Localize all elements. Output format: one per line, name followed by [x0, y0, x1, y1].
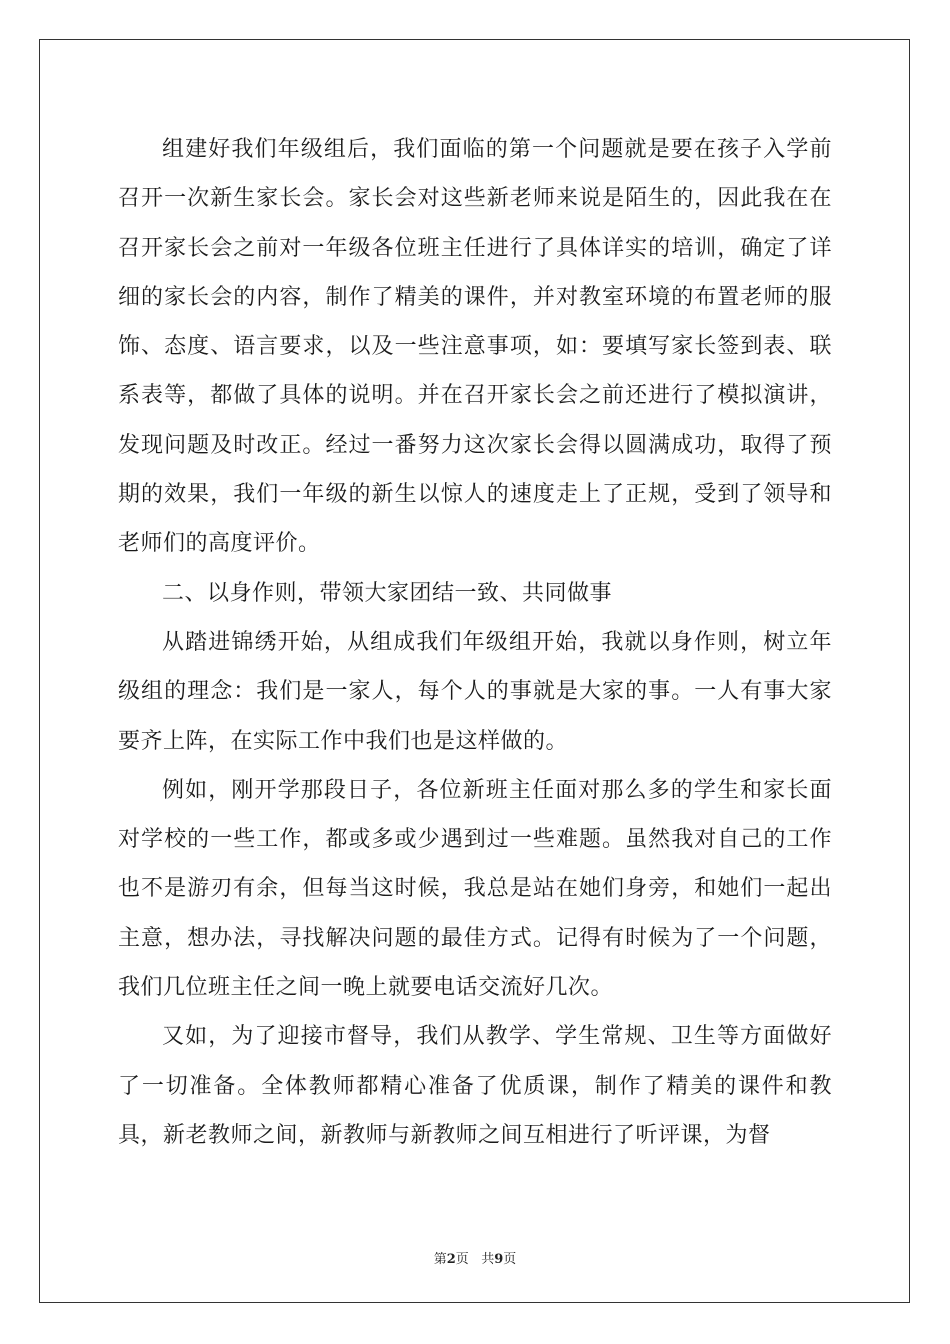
page-prefix: 第 — [433, 1252, 447, 1267]
paragraph-example-new-teachers: 例如，刚开学那段日子，各位新班主任面对那么多的学生和家长面对学校的一些工作，都或多或少遇到过一些难题。虽然我对自己的工作也不是游刃有余，但每当这时候，我总是站在她们身旁，和她们一起出主意，想办法，寻找解决问题的最佳方式。记得有时候为了一个问题，我们几位班主任之间一晚上就要电话交流好几次。 — [118, 777, 832, 1001]
section-heading-lead-by-example: 二、以身作则，带领大家团结一致、共同做事 — [162, 580, 613, 606]
page-footer — [0, 1248, 950, 1267]
document-body — [118, 125, 832, 1160]
total-pages: 9 — [494, 1252, 504, 1267]
paragraph-parent-meeting: 组建好我们年级组后，我们面临的第一个问题就是要在孩子入学前召开一次新生家长会。家长会对这些新老师来说是陌生的，因此我在在召开家长会之前对一年级各位班主任进行了具体详实的培训，确定了详细的家长会的内容，制作了精美的课件，并对教室环境的布置老师的服饰、态度、语言要求，以及一些注意事项，如：要填写家长签到表、联系表等，都做了具体的说明。并在召开家长会之前还进行了模拟演讲，发现问题及时改正。经过一番努力这次家长会得以圆满成功，取得了预期的效果，我们一年级的新生以惊人的速度走上了正规，受到了领导和老师们的高度评价。 — [118, 137, 832, 557]
total-suffix: 页 — [503, 1252, 517, 1267]
total-prefix: 共 — [481, 1252, 495, 1267]
page-suffix: 页 — [455, 1252, 469, 1267]
paragraph-example-inspection: 又如，为了迎接市督导，我们从教学、学生常规、卫生等方面做好了一切准备。全体教师都精心准备了优质课，制作了精美的课件和教具，新老教师之间，新教师与新教师之间互相进行了听评课，为督 — [118, 1024, 832, 1148]
page-number: 2 — [446, 1252, 456, 1267]
paragraph-grade-team-philosophy: 从踏进锦绣开始，从组成我们年级组开始，我就以身作则，树立年级组的理念：我们是一家人，每个人的事就是大家的事。一人有事大家要齐上阵，在实际工作中我们也是这样做的。 — [118, 629, 832, 754]
